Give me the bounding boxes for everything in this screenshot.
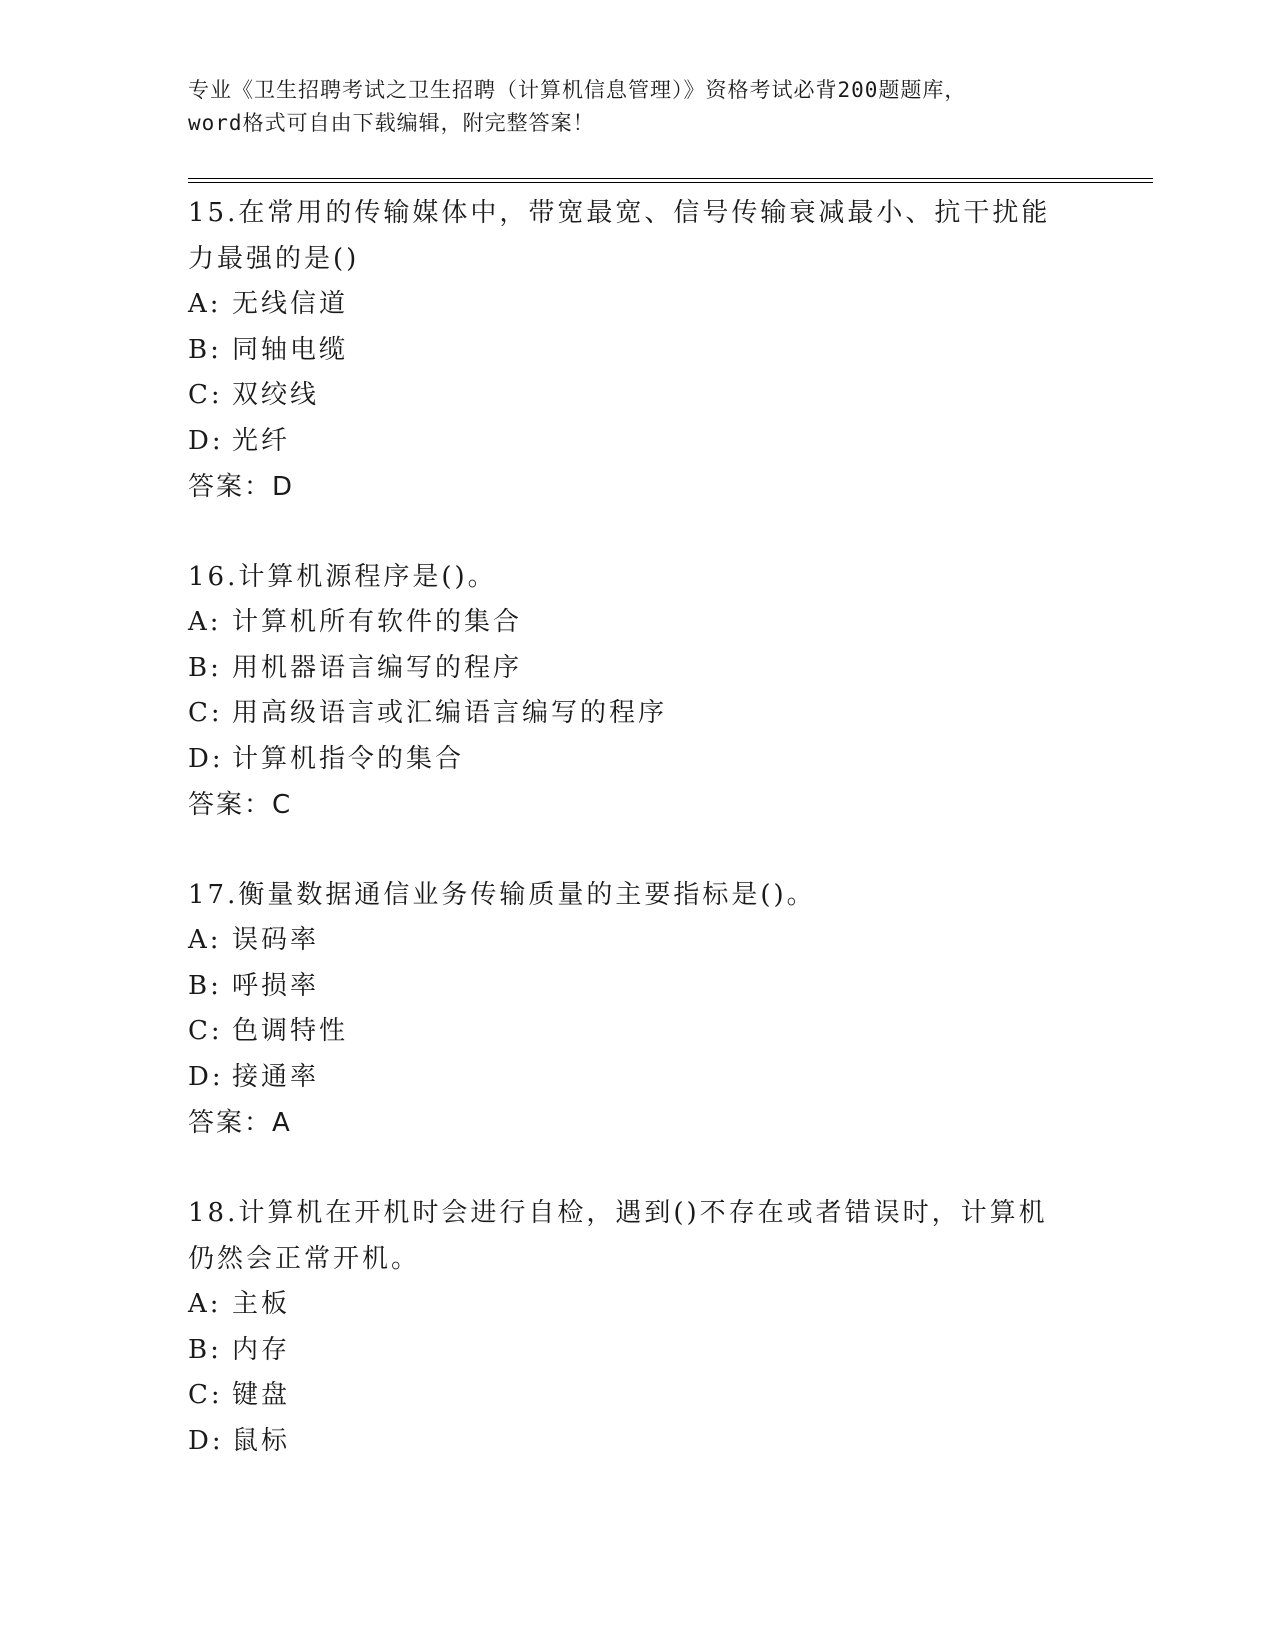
option-c [188,1009,1088,1055]
header-line-1: 专业《卫生招聘考试之卫生招聘（计算机信息管理）》资格考试必背200题题库， [188,78,967,102]
question-list [188,190,1088,1508]
option-text: 计算机指令的集合 [232,743,465,774]
option-letter: B: [188,970,222,1001]
option-text: 用机器语言编写的程序 [232,652,523,683]
option-a [188,600,1088,646]
option-letter: B: [188,1334,222,1365]
option-letter: C: [188,1016,223,1046]
header-divider [188,178,1153,183]
option-text: 用高级语言或汇编语言编写的程序 [232,698,668,728]
option-text: 色调特性 [232,1016,349,1046]
option-b [188,1328,1088,1374]
option-b [188,646,1088,692]
answer-line: 答案：D [188,472,295,502]
option-a [188,282,1088,328]
option-d [188,737,1088,783]
option-letter: A: [188,607,222,637]
option-c [188,691,1088,737]
option-letter: C: [188,1380,223,1410]
option-letter: D: [188,743,224,774]
option-text: 接通率 [232,1061,320,1092]
question-17 [188,872,1088,1146]
option-a [188,918,1088,964]
option-letter: C: [188,698,223,728]
option-text: 鼠标 [232,1425,291,1456]
question-stem: 15.在常用的传输媒体中，带宽最宽、信号传输衰减最小、抗干扰能力最强的是() [188,198,1051,274]
option-letter: B: [188,334,222,365]
option-text: 内存 [232,1334,291,1365]
option-c [188,1373,1088,1419]
answer-line: 答案：A [188,1108,292,1138]
option-d [188,1055,1088,1101]
option-d [188,1419,1088,1465]
document-header [188,74,1048,140]
option-text: 同轴电缆 [232,334,349,365]
option-letter: A: [188,1289,222,1319]
option-text: 呼损率 [232,970,320,1001]
option-text: 计算机所有软件的集合 [232,607,523,637]
option-text: 光纤 [232,425,291,456]
option-b [188,964,1088,1010]
option-letter: D: [188,425,224,456]
option-c [188,373,1088,419]
option-text: 误码率 [232,925,320,955]
option-b [188,328,1088,374]
option-letter: D: [188,1061,224,1092]
option-text: 主板 [232,1289,291,1319]
option-text: 键盘 [232,1380,291,1410]
option-text: 无线信道 [232,289,349,319]
option-letter: A: [188,289,222,319]
option-letter: C: [188,380,223,410]
question-stem: 17.衡量数据通信业务传输质量的主要指标是()。 [188,880,816,910]
answer-line: 答案：C [188,790,293,820]
question-15 [188,190,1088,510]
option-a [188,1282,1088,1328]
option-text: 双绞线 [232,380,320,410]
option-d [188,419,1088,465]
question-stem: 18.计算机在开机时会进行自检，遇到()不存在或者错误时，计算机仍然会正常开机。 [188,1198,1048,1274]
question-16 [188,554,1088,828]
question-stem: 16.计算机源程序是()。 [188,562,497,592]
header-line-2: word格式可自由下载编辑，附完整答案！ [188,111,595,135]
option-letter: D: [188,1425,224,1456]
option-letter: B: [188,652,222,683]
question-18 [188,1190,1088,1464]
option-letter: A: [188,925,222,955]
